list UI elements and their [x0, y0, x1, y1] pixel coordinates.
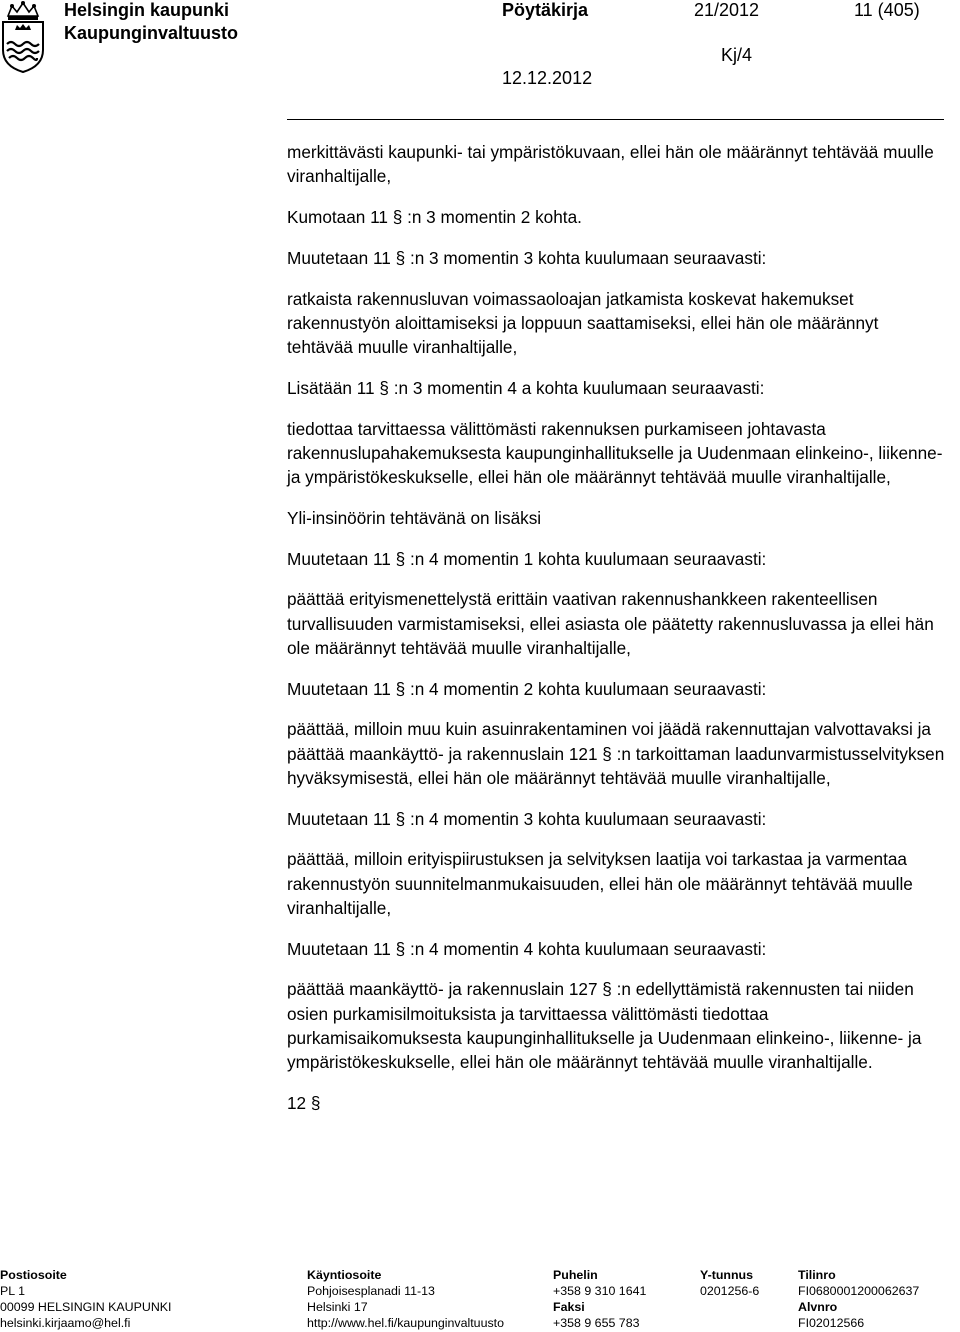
footer-email: helsinki.kirjaamo@hel.fi [0, 1316, 131, 1330]
paragraph: Muutetaan 11 § :n 4 momentin 3 kohta kuulumaan seuraavasti: [287, 808, 767, 829]
paragraph: päättää maankäyttö- ja rakennuslain 127 § :n edellyttämistä rakennusten tai niiden osien purkamisilmoituksista ja tarvittaessa välittömästi tiedottaa purkamisaikomuksesta kaupunginhallitukselle ja Uudenmaan elinkeino-, liikenne- ja ympäristökeskukselle, ellei hän ole määrännyt tehtävää muulle viranhaltijalle. [287, 979, 922, 1072]
document-body [287, 140, 947, 1132]
footer-business-id: 0201256-6 [700, 1284, 760, 1298]
header-doc-type: Pöytäkirja [502, 0, 589, 20]
paragraph: Muutetaan 11 § :n 4 momentin 1 kohta kuulumaan seuraavasti: [287, 548, 767, 569]
footer-phone: +358 9 310 1641 [553, 1284, 647, 1298]
helsinki-coat-of-arms-icon [0, 0, 46, 74]
paragraph: päättää erityismenettelystä erittäin vaativan rakennushankkeen rakenteellisen turvallisuuden varmistamiseksi, ellei asiasta ole päätetty rakennusluvassa ja ellei hän ole määrännyt tehtävää muulle viranhaltijalle, [287, 589, 934, 658]
footer-phone-heading: Puhelin [553, 1268, 598, 1282]
footer-postal-box: PL 1 [0, 1284, 26, 1298]
paragraph: ratkaista rakennusluvan voimassaoloajan jatkamista koskevat hakemukset rakennustyön aloittamiseksi ja loppuun saattamiseksi, ellei hän ole määrännyt tehtävää muulle viranhaltijalle, [287, 288, 879, 357]
header-page-number: 11 (405) [854, 0, 920, 20]
footer-account-heading: Tilinro [798, 1268, 836, 1282]
header-date: 12.12.2012 [502, 68, 593, 88]
paragraph: Yli-insinöörin tehtävänä on lisäksi [287, 507, 542, 528]
footer-fax: +358 9 655 783 [553, 1316, 640, 1330]
header-unit: Kaupunginvaltuusto [64, 23, 238, 43]
paragraph: Lisätään 11 § :n 3 momentin 4 a kohta kuulumaan seuraavasti: [287, 377, 765, 398]
footer-postal-heading: Postiosoite [0, 1268, 67, 1282]
header-divider [287, 119, 944, 120]
footer-vat-heading: Alvnro [798, 1300, 838, 1314]
paragraph: Muutetaan 11 § :n 4 momentin 4 kohta kuulumaan seuraavasti: [287, 938, 767, 959]
section-number: 12 § [287, 1092, 321, 1113]
paragraph: Muutetaan 11 § :n 3 momentin 3 kohta kuulumaan seuraavasti: [287, 247, 767, 268]
footer-visit-city: Helsinki 17 [307, 1300, 368, 1314]
footer-vat: FI02012566 [798, 1316, 865, 1330]
paragraph: merkittävästi kaupunki- tai ympäristökuvaan, ellei hän ole määrännyt tehtävää muulle viranhaltijalle, [287, 142, 934, 187]
footer-postal-city: 00099 HELSINGIN KAUPUNKI [0, 1300, 172, 1314]
paragraph: Kumotaan 11 § :n 3 momentin 2 kohta. [287, 207, 582, 227]
footer-business-id-heading: Y-tunnus [700, 1268, 753, 1282]
header-doc-number: 21/2012 [694, 0, 760, 20]
footer-fax-heading: Faksi [553, 1300, 585, 1314]
footer-visit-heading: Käyntiosoite [307, 1268, 382, 1282]
paragraph: tiedottaa tarvittaessa välittömästi rakennuksen purkamiseen johtavasta rakennuslupahakemuksesta kaupunginhallitukselle ja Uudenmaan elinkeino-, liikenne- ja ympäristökeskukselle, ellei hän ole määrännyt tehtävää muulle viranhaltijalle, [287, 418, 943, 487]
footer-account: FI0680001200062637 [798, 1284, 920, 1298]
footer [0, 1267, 960, 1331]
paragraph: päättää, milloin muu kuin asuinrakentaminen voi jäädä rakennuttajan valvottavaksi ja päättää maankäyttö- ja rakennuslain 121 § :n tarkoittaman laadunvarmistusselvityksen hyväksymisestä, ellei hän ole määrännyt tehtävää muulle viranhaltijalle, [287, 719, 945, 788]
header-item-code: Kj/4 [721, 45, 753, 65]
footer-visit-street: Pohjoisesplanadi 11-13 [307, 1284, 435, 1298]
paragraph: päättää, milloin erityispiirustuksen ja selvityksen laatija voi tarkastaa ja varmentaa rakennustyön suunnitelmanmukaisuuden, ellei hän ole määrännyt tehtävää muulle viranhaltijalle, [287, 849, 913, 918]
paragraph: Muutetaan 11 § :n 4 momentin 2 kohta kuulumaan seuraavasti: [287, 678, 767, 699]
header-org: Helsingin kaupunki [64, 0, 230, 20]
footer-website-link[interactable]: http://www.hel.fi/kaupunginvaltuusto [307, 1316, 504, 1330]
